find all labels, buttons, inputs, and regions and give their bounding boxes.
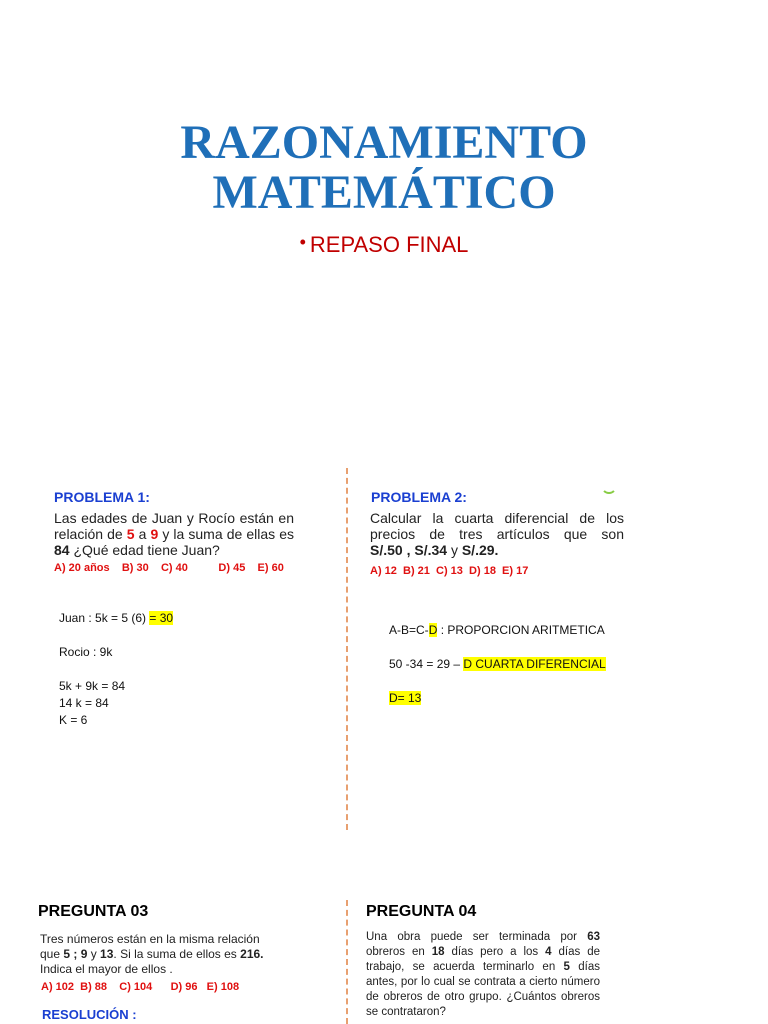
- question-4-line-2: obreros en 18 días pero a los 4 días de: [366, 946, 600, 958]
- question-3-heading: PREGUNTA 03: [38, 903, 149, 920]
- subtitle: [0, 232, 768, 258]
- solution-1-line-5: K = 6: [59, 713, 88, 727]
- question-3-line-3: Indica el mayor de ellos .: [40, 962, 173, 976]
- solution-2-line-3: D= 13: [389, 691, 422, 705]
- problem-2-line-2: precios de tres artículos que son: [370, 526, 624, 542]
- question-4-line-4: antes, por lo cual se contrata a cierto número: [366, 976, 600, 988]
- question-4-heading: PREGUNTA 04: [366, 903, 477, 920]
- question-4-line-3: trabajo, se acuerda terminarlo en 5 días: [366, 961, 600, 973]
- solution-1-line-1: Juan : 5k = 5 (6) = 30: [59, 611, 174, 625]
- problem-2-heading: PROBLEMA 2:: [371, 489, 467, 505]
- question-4-line-6: se contrataron?: [366, 1006, 446, 1018]
- question-3-resolution: RESOLUCIÓN :: [42, 1007, 137, 1022]
- problem-2-line-3: S/.50 , S/.34 y S/.29.: [370, 542, 499, 558]
- divider-bottom: [346, 900, 348, 1024]
- question-3-text: [40, 932, 280, 977]
- problem-2-options: A) 12 B) 21 C) 13 D) 18 E) 17: [370, 565, 529, 577]
- title-line-2: MATEMÁTICO: [212, 166, 556, 219]
- problem-2-line-1: Calcular la cuarta diferencial de los: [370, 510, 624, 526]
- question-4-text: [366, 930, 600, 1020]
- divider-top: [346, 468, 348, 830]
- solution-1-line-4: 14 k = 84: [59, 696, 109, 710]
- bullet-icon: •: [299, 232, 306, 252]
- solution-2-line-1: A-B=C-D : PROPORCION ARITMETICA: [389, 623, 605, 637]
- problem-1-heading: PROBLEMA 1:: [54, 489, 150, 505]
- solution-1-line-2: Rocio : 9k: [59, 645, 113, 659]
- solution-2-line-2: 50 -34 = 29 – D CUARTA DIFERENCIAL: [389, 657, 606, 671]
- problem-1-line-2: relación de 5 a 9 y la suma de ellas es: [54, 526, 294, 542]
- problem-1-options: A) 20 años B) 30 C) 40 D) 45 E) 60: [54, 562, 284, 574]
- question-3-line-2: que 5 ; 9 y 13. Si la suma de ellos es 216.: [40, 947, 264, 961]
- question-4-line-5: de obreros de otro grupo. ¿Cuántos obreros: [366, 991, 600, 1003]
- problem-2-text: [370, 510, 624, 558]
- title-line-1: RAZONAMIENTO: [180, 116, 588, 169]
- problem-2-solution: [389, 622, 606, 707]
- problem-1-line-1: Las edades de Juan y Rocío están en: [54, 510, 294, 526]
- solution-1-line-3: 5k + 9k = 84: [59, 679, 126, 693]
- problem-1-solution: [59, 610, 173, 729]
- subtitle-text: REPASO FINAL: [309, 232, 469, 257]
- problem-1-line-3: 84 ¿Qué edad tiene Juan?: [54, 542, 220, 558]
- smile-icon: [601, 486, 617, 494]
- question-4-line-1: Una obra puede ser terminada por 63: [366, 931, 600, 943]
- question-3-options: A) 102 B) 88 C) 104 D) 96 E) 108: [41, 981, 240, 993]
- problem-1-text: [54, 510, 294, 558]
- question-3-line-1: Tres números están en la misma relación: [40, 932, 260, 946]
